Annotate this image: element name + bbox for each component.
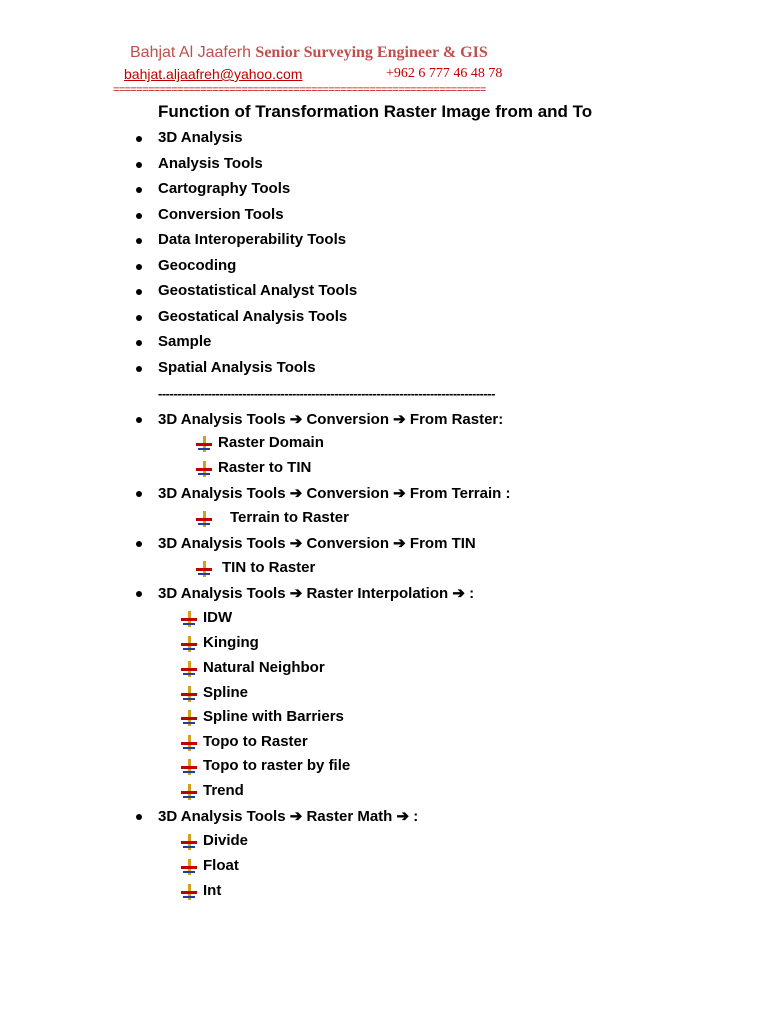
sub-bullet-icon xyxy=(196,436,212,452)
tool-item: Spline with Barriers xyxy=(203,708,344,725)
section-heading xyxy=(158,484,510,502)
tool-item: Spline xyxy=(203,684,249,701)
list-item: Cartography Tools xyxy=(158,180,291,197)
arrow-right-icon: ➔ xyxy=(289,808,303,825)
arrow-right-icon: ➔ xyxy=(289,485,303,502)
bullet-icon xyxy=(136,264,142,270)
arrow-right-icon: ➔ xyxy=(393,411,406,428)
arrow-right-icon: ➔ xyxy=(393,485,406,502)
tool-item: Kinging xyxy=(203,634,259,651)
path-step: 3D Analysis Tools xyxy=(158,808,286,825)
tool-item: Terrain to Raster xyxy=(230,509,349,526)
bullet-icon xyxy=(136,491,142,497)
bullet-icon xyxy=(136,591,142,597)
tool-item: Raster Domain xyxy=(218,434,324,451)
sub-bullet-icon xyxy=(181,884,197,900)
sub-bullet-icon xyxy=(196,461,212,477)
sub-bullet-icon xyxy=(196,561,212,577)
sub-bullet-icon xyxy=(196,511,212,527)
path-step: From Raster: xyxy=(409,411,504,428)
sub-bullet-icon xyxy=(181,710,197,726)
header-rule: ================================================================ xyxy=(113,84,486,96)
list-item: Data Interoperability Tools xyxy=(158,231,347,248)
bullet-icon xyxy=(136,814,142,820)
bullet-icon xyxy=(136,340,142,346)
author-line xyxy=(130,44,488,62)
path-step: Conversion xyxy=(306,535,389,552)
arrow-right-icon: ➔ xyxy=(289,535,303,552)
sub-bullet-icon xyxy=(181,686,197,702)
section-heading xyxy=(158,534,476,552)
arrow-right-icon: ➔ xyxy=(289,585,303,602)
arrow-right-icon: ➔ xyxy=(396,808,410,825)
arrow-right-icon: ➔ xyxy=(289,411,303,428)
sub-bullet-icon xyxy=(181,661,197,677)
path-step: : xyxy=(469,585,475,602)
bullet-icon xyxy=(136,213,142,219)
bullet-icon xyxy=(136,187,142,193)
path-step: 3D Analysis Tools xyxy=(158,411,286,428)
list-item: Geostatical Analysis Tools xyxy=(158,308,348,325)
document-title: Function of Transformation Raster Image from and To xyxy=(158,102,593,121)
bullet-icon xyxy=(136,238,142,244)
path-step: : xyxy=(413,808,419,825)
tool-item: Topo to Raster xyxy=(203,733,308,750)
tool-item: Topo to raster by file xyxy=(203,757,351,774)
tool-item: Int xyxy=(203,882,222,899)
bullet-icon xyxy=(136,162,142,168)
section-heading xyxy=(158,584,474,602)
author-name: Bahjat Al Jaaferh xyxy=(130,44,251,61)
list-item: Geocoding xyxy=(158,257,237,274)
sub-bullet-icon xyxy=(181,759,197,775)
path-step: Conversion xyxy=(306,485,389,502)
bullet-icon xyxy=(136,541,142,547)
list-item: Geostatistical Analyst Tools xyxy=(158,282,358,299)
path-step: From Terrain : xyxy=(409,485,511,502)
bullet-icon xyxy=(136,417,142,423)
path-step: 3D Analysis Tools xyxy=(158,535,286,552)
sub-bullet-icon xyxy=(181,735,197,751)
list-item: Analysis Tools xyxy=(158,155,263,172)
tool-item: Divide xyxy=(203,832,249,849)
tool-item: Float xyxy=(203,857,239,874)
path-step: 3D Analysis Tools xyxy=(158,485,286,502)
arrow-right-icon: ➔ xyxy=(452,585,465,602)
list-item: 3D Analysis xyxy=(158,129,243,146)
section-heading xyxy=(158,807,418,825)
arrow-right-icon: ➔ xyxy=(393,535,406,552)
bullet-icon xyxy=(136,315,142,321)
path-step: Conversion xyxy=(306,411,389,428)
sub-bullet-icon xyxy=(181,859,197,875)
bullet-icon xyxy=(136,289,142,295)
tool-item: Trend xyxy=(203,782,244,799)
path-step: Raster Math xyxy=(306,808,393,825)
bullet-icon xyxy=(136,366,142,372)
list-item: Conversion Tools xyxy=(158,206,284,223)
separator-line: ---------------------------------------------------------------------------------------- xyxy=(158,386,495,401)
author-phone: +962 6 777 46 48 78 xyxy=(386,66,503,81)
tool-item: Raster to TIN xyxy=(218,459,312,476)
list-item: Spatial Analysis Tools xyxy=(158,359,316,376)
section-heading xyxy=(158,410,503,428)
sub-bullet-icon xyxy=(181,636,197,652)
path-step: From TIN xyxy=(409,535,476,552)
sub-bullet-icon xyxy=(181,784,197,800)
bullet-icon xyxy=(136,136,142,142)
tool-item: Natural Neighbor xyxy=(203,659,325,676)
tool-item: IDW xyxy=(203,609,233,626)
path-step: Raster Interpolation xyxy=(306,585,449,602)
list-item: Sample xyxy=(158,333,212,350)
tool-item: TIN to Raster xyxy=(222,559,316,576)
author-title: Senior Surveying Engineer & GIS xyxy=(255,44,488,61)
sub-bullet-icon xyxy=(181,611,197,627)
sub-bullet-icon xyxy=(181,834,197,850)
path-step: 3D Analysis Tools xyxy=(158,585,286,602)
author-email[interactable]: bahjat.aljaafreh@yahoo.com xyxy=(124,66,303,82)
